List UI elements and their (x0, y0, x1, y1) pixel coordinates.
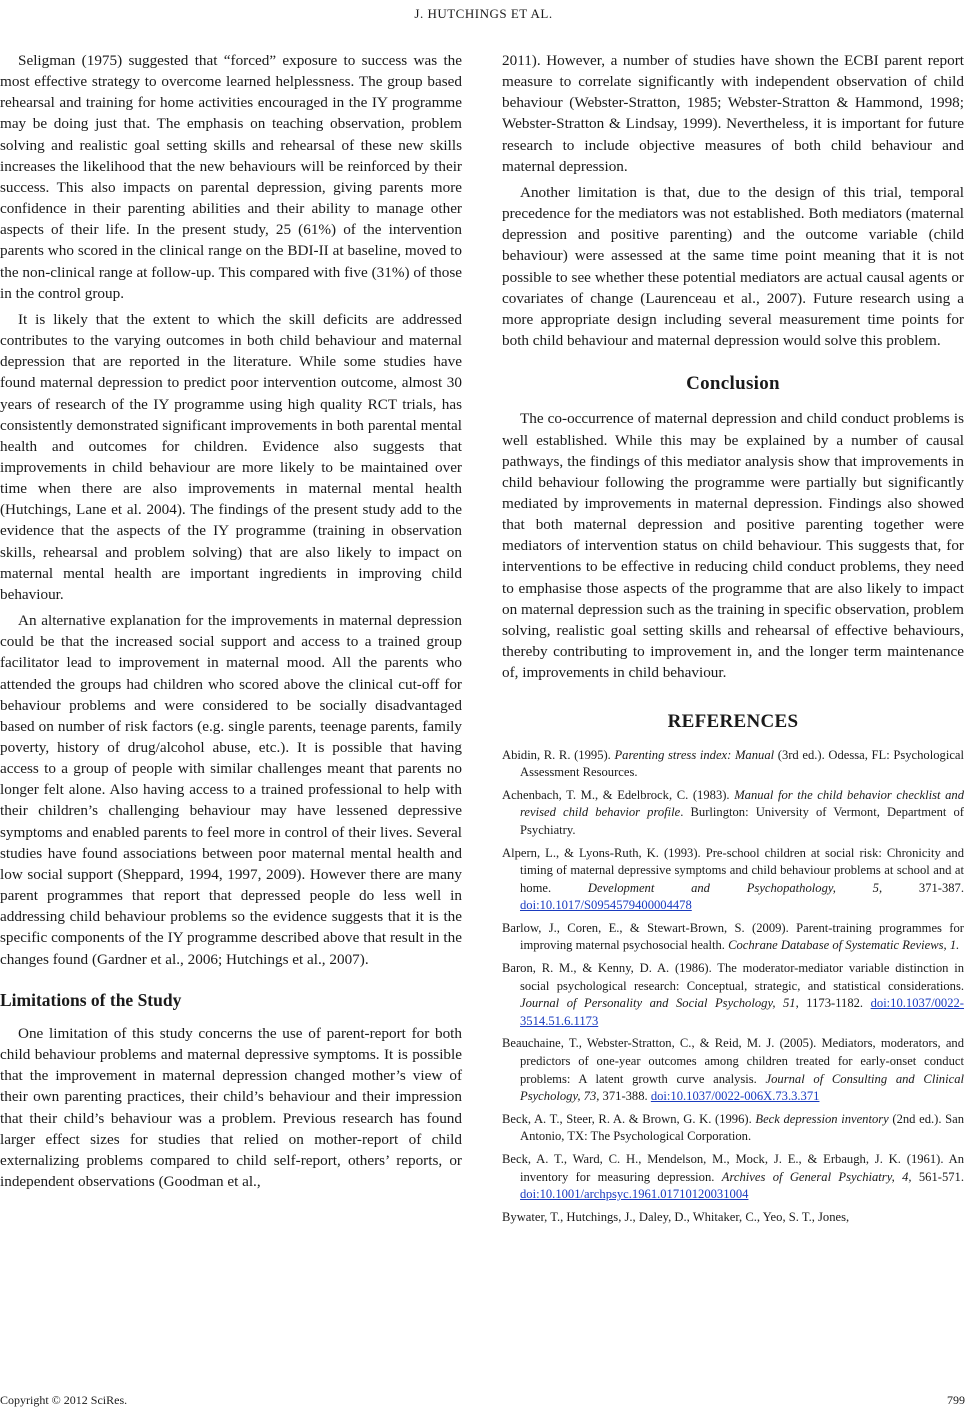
body-paragraph: One limitation of this study concerns the use of parent-report for both child behaviour problems and maternal depressive symptoms. It is possible that the improvement in maternal depression changed mother’s view of their own parenting practices, their child’s behaviour and their impression that their child’s behaviour was a problem. Previous research has found larger effect sizes for studies that relied on mother-report of child externalizing problems compared to child self-report, others’ reports, or independent observations (Goodman et al., (0, 1024, 462, 1190)
reference-item: Achenbach, T. M., & Edelbrock, C. (1983). Manual for the child behavior checklist and revised child behavior profile. Burlington: University of Vermont, Department of Psychiatry. (502, 787, 964, 837)
reference-list (502, 747, 964, 1227)
reference-item: Barlow, J., Coren, E., & Stewart-Brown, S. (2009). Parent-training programmes for improving maternal psychosocial health. Cochrane Database of Systematic Reviews, 1. (502, 920, 964, 953)
doi-link[interactable]: doi:10.1037/0022-006X.73.3.371 (650, 1089, 820, 1104)
section-heading-references: REFERENCES (667, 711, 799, 733)
reference-item: Beauchaine, T., Webster-Stratton, C., & Reid, M. J. (2005). Mediators, moderators, and predictors of one-year outcomes among children treated for early-onset conduct problems: A latent growth curve analysis. Journal of Consulting and Clinical Psychology, 73, 371-388. doi:10.1037/0022-006X.73.3.371 (502, 1036, 964, 1104)
reference-item: Bywater, T., Hutchings, J., Daley, D., Whitaker, C., Yeo, S. T., Jones, (502, 1209, 850, 1224)
doi-link[interactable]: doi:10.1037/0022-3514.51.6.1173 (520, 996, 964, 1028)
body-paragraph: An alternative explanation for the improvements in maternal depression could be that the increased social support and access to a trained group facilitator lead to improvement in maternal mood. All the parents who attended the groups had children who scored above the clinical cut-off for behaviour problems and were considered to be socially disadvantaged based on number of risk factors (e.g. single parents, teenage parents, family poverty, history of drug/alcohol abuse, etc.). It is possible that having access to a group of people with similar challenges meant that parents no longer felt alone. Also having access to a trained professional to help with their children’s challenging behaviour may have lessened depressive symptoms and enabled parents to feel more in control of their lives. Several studies have found associations between poor maternal mental health and low social support (Sheppard, 1994, 1997, 2009). However there are many parent programmes that report that depressed people do less well in addressing child behaviour problems so the evidence suggests that it is the specific components of the IY programme described above that result in the changes found (Gardner et al., 2006; Hutchings et al., 2007). (0, 612, 462, 968)
copyright-notice: Copyright © 2012 SciRes. (0, 1393, 128, 1407)
reference-item: Beck, A. T., Ward, C. H., Mendelson, M., Mock, J. E., & Erbaugh, J. K. (1961). An inventory for measuring depression. Archives of General Psychiatry, 4, 561-571. doi:10.1001/archpsyc.1961.01710120031004 (502, 1152, 964, 1202)
body-paragraph: 2011). However, a number of studies have shown the ECBI parent report measure to correlate significantly with independent observation of child behaviour (Webster-Stratton, 1985; Webster-Stratton & Hammond, 1998; Webster-Stratton & Lindsay, 1999). Nevertheless, it is important for future research to include objective measures of both child behaviour and maternal depression. (502, 52, 964, 175)
running-head: J. HUTCHINGS ET AL. (414, 6, 553, 21)
right-column (502, 50, 964, 1231)
section-heading-conclusion: Conclusion (686, 373, 780, 395)
reference-item: Alpern, L., & Lyons-Ruth, K. (1993). Pre-school children at social risk: Chronicity and timing of maternal depressive symptoms and child behaviour problems at school and at home. Development and Psychopathology, 5, 371-387. doi:10.1017/S0954579400004478 (502, 845, 964, 913)
left-column (0, 50, 462, 1197)
body-paragraph: It is likely that the extent to which the skill deficits are addressed contributes to the varying outcomes in both child behaviour and maternal depression that are reported in the literature. While some studies have found maternal depression to predict poor intervention outcome, almost 30 years of research of the IY programme using high quality RCT trials, has consistently demonstrated significant improvements in both parental mental health and outcomes for children. Evidence also suggests that improvements in child behaviour are more likely to be maintained over time when there are also improvements in maternal mental health (Hutchings, Lane et al. 2004). The findings of the present study add to the evidence that the aspects of the IY programme (training in observation skills, rehearsal and problem solving) that are also likely to impact on maternal mental health are important ingredients in improving child behaviour. (0, 310, 462, 603)
doi-link[interactable]: doi:10.1017/S0954579400004478 (520, 898, 692, 913)
body-paragraph: Another limitation is that, due to the design of this trial, temporal precedence for the mediators was not established. Both mediators (maternal depression and positive parenting) and the outcome variable (child behaviour) were assessed at the same time point meaning that it is not possible to see whether these potential mediators are actual causal agents or covariates of change (Laurenceau et al., 2007). Future research using a more appropriate design including several measurement time points for both child behaviour and maternal depression would solve this problem. (502, 183, 964, 350)
section-heading-limitations: Limitations of the Study (0, 989, 182, 1010)
body-paragraph: The co-occurrence of maternal depression and child conduct problems is well established. While this may be explained by a number of causal pathways, the findings of this mediator analysis show that improvements in child behaviour following the programme were partially but significantly mediated by improvements in maternal depression. Findings also showed that both maternal depression and positive parenting together were mediators of intervention status on child behaviour. This suggests that, for interventions to be effective in reducing child conduct problems, they need to emphasise those aspects of the programme that are also likely to impact on maternal depression such as the training in specific observation, problem solving, realistic goal setting skills and rehearsal of effective behaviours, thereby contributing to improvement in, and the longer term maintenance of, improvements in child behaviour. (502, 410, 964, 682)
page-number: 799 (947, 1393, 965, 1407)
doi-link[interactable]: doi:10.1001/archpsyc.1961.01710120031004 (520, 1187, 749, 1202)
reference-item: Baron, R. M., & Kenny, D. A. (1986). The moderator-mediator variable distinction in social psychological research: Conceptual, strategic, and statistical considerations. Journal of Personality and Social Psychology, 51, 1173-1182. doi:10.1037/0022-3514.51.6.1173 (502, 961, 964, 1028)
body-paragraph: Seligman (1975) suggested that “forced” exposure to success was the most effective strategy to overcome learned helplessness. The group based rehearsal and training for home activities encouraged in the IY programme may be doing just that. The emphasis on teaching observation, problem solving and realistic goal setting skills and rehearsal of these new skills increases the likelihood that the new behaviours will be reinforced by their success. This also impacts on parental depression, giving parents more confidence in their parenting abilities and their ability to manage other aspects of their life. In the present study, 25 (61%) of the intervention parents who scored in the clinical range on the BDI-II at baseline, moved to the non-clinical range at follow-up. This compared with five (31%) of those in the control group. (0, 52, 462, 302)
reference-item: Abidin, R. R. (1995). Parenting stress index: Manual (3rd ed.). Odessa, FL: Psychological Assessment Resources. (502, 747, 964, 780)
reference-item: Beck, A. T., Steer, R. A. & Brown, G. K. (1996). Beck depression inventory (2nd ed.). San Antonio, TX: The Psychological Corporation. (502, 1111, 965, 1144)
